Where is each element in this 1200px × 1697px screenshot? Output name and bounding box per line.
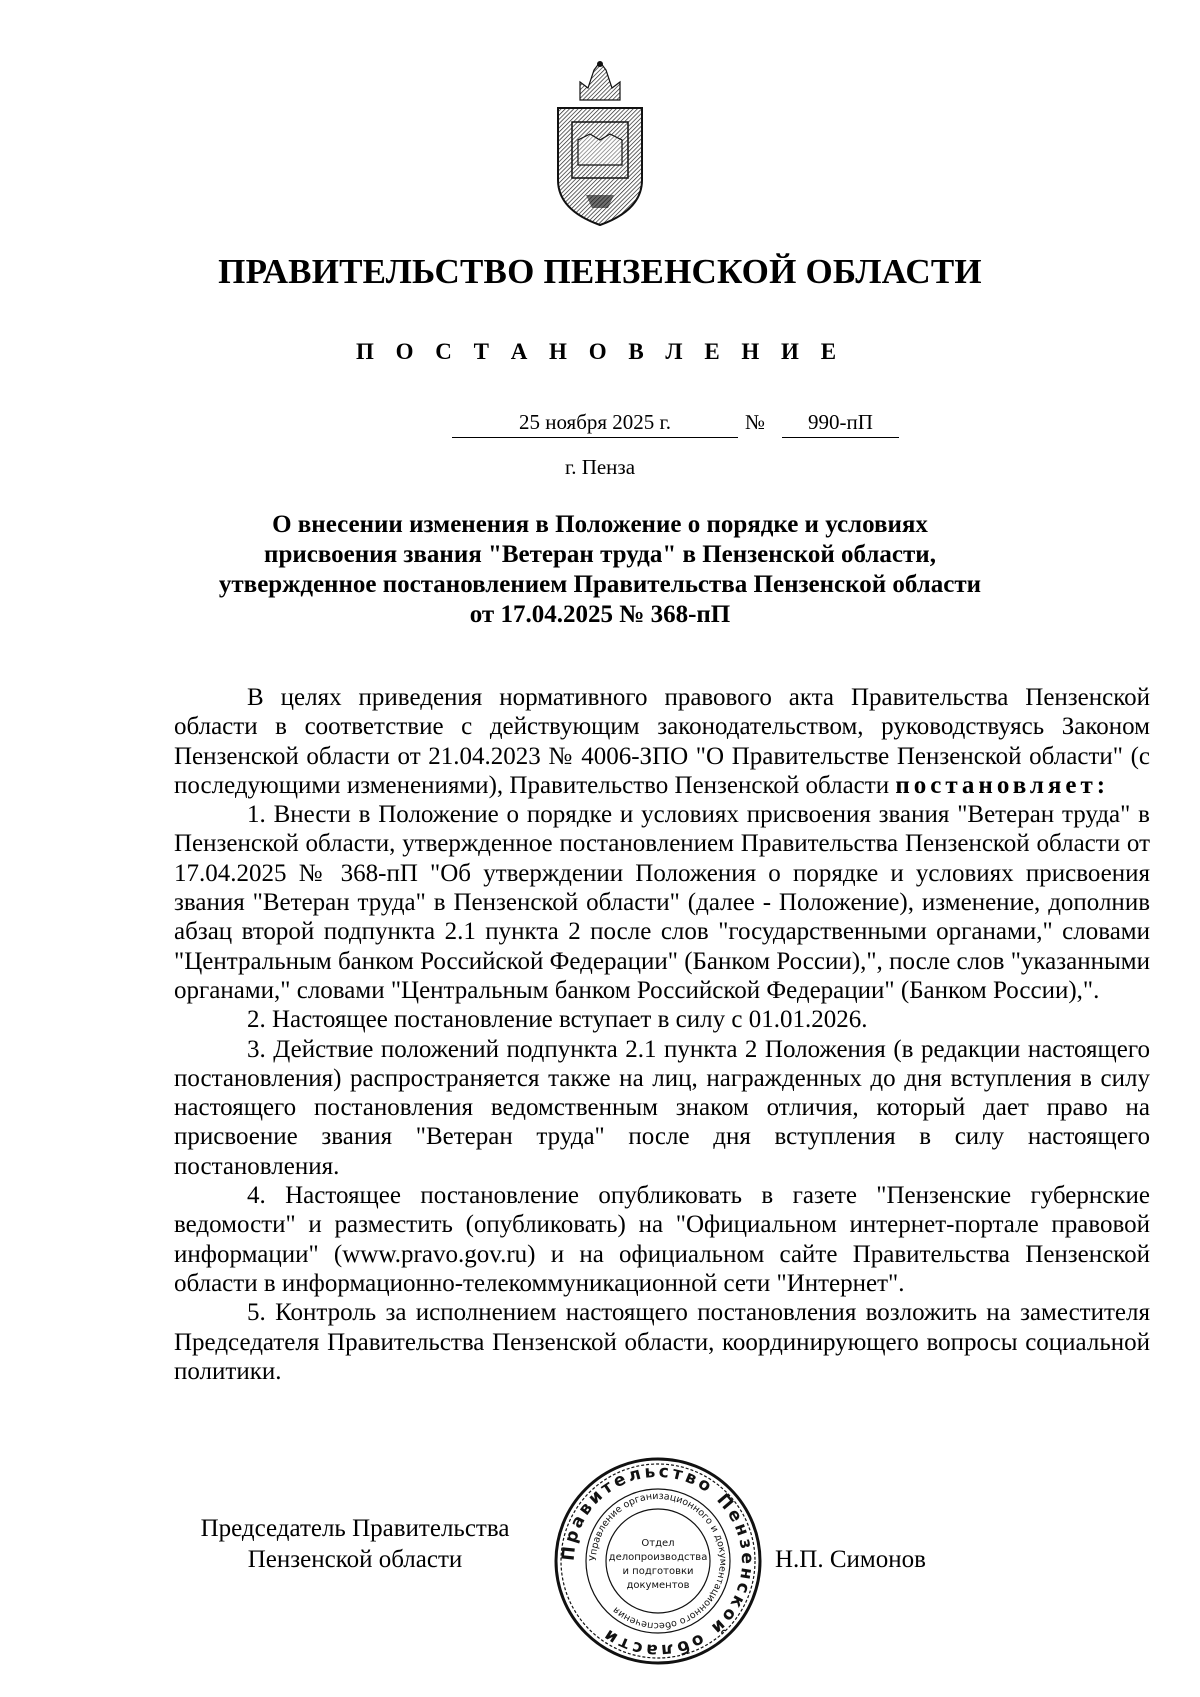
item-paragraph: 3. Действие положений подпункта 2.1 пункта 2 Положения (в редакции настоящего постановления) распространяется также на лиц, награжденных до дня вступления в силу настоящего постановления ведомственным знаком отличия, который дает право на присвоение звания "Ветеран труда" после дня вступления в силу настоящего постановления. <box>174 1035 1150 1180</box>
signatory-position <box>170 1513 540 1575</box>
stamp-center-line: документов <box>626 1580 690 1591</box>
document-date: 25 ноября 2025 г. <box>452 410 738 438</box>
item-paragraph: 1. Внести в Положение о порядке и условиях присвоения звания "Ветеран труда" в Пензенской области, утвержденное постановлением Правительства Пензенской области от 17.04.2025 № 368-пП "Об утверждении Положения о порядке и условиях присвоения звания "Ветеран труда" в Пензенской области" (далее - Положение), изменение, дополнив абзац второй подпункта 2.1 пункта 2 после слов "государственными органами," словами "Центральным банком Российской Федерации" (Банком России),", после слов "указанными органами," словами "Центральным банком Российской Федерации" (Банком России),". <box>174 801 1150 1004</box>
organization-title: ПРАВИТЕЛЬСТВО ПЕНЗЕНСКОЙ ОБЛАСТИ <box>218 252 982 291</box>
preamble-paragraph <box>174 683 1150 800</box>
stamp-middle-text: Управление организационного и документационного обеспечения <box>587 1490 729 1632</box>
subject-line: присвоения звания "Ветеран труда" в Пензенской области, <box>264 541 936 568</box>
document-type: П О С Т А Н О В Л Е Н И Е <box>355 339 845 364</box>
document-subject <box>150 510 1050 630</box>
decree-word: постановляет: <box>895 771 1110 799</box>
subject-line: утвержденное постановлением Правительства Пензенской области <box>218 571 982 598</box>
signatory-name: Н.П. Симонов <box>775 1546 926 1573</box>
coat-of-arms-emblem-icon <box>550 60 650 230</box>
preamble-text: В целях приведения нормативного правового акта Правительства Пензенской области в соответствие с действующим законодательством, руководствуясь Законом Пензенской области от 21.04.2023 № 4006-ЗПО "О Правительстве Пензенской области" (с последующими изменениями), Правительство Пензенской области <box>174 684 1150 799</box>
stamp-center-line: Отдел <box>641 1538 675 1549</box>
stamp-center-line: делопроизводства <box>608 1552 708 1563</box>
stamp-center-line: и подготовки <box>622 1566 694 1577</box>
date-number-line <box>0 410 1200 440</box>
position-line: Пензенской области <box>247 1546 463 1573</box>
item-paragraph: 2. Настоящее постановление вступает в силу с 01.01.2026. <box>247 1006 868 1034</box>
subject-line: О внесении изменения в Положение о порядке и условиях <box>272 511 928 538</box>
item-paragraph: 4. Настоящее постановление опубликовать в газете "Пензенские губернские ведомости" и разместить (опубликовать) на "Официальном интернет-портале правовой информации" (www.pravo.gov.ru) и на официальном сайте Правительства Пензенской области в информационно-телекоммуникационной сети "Интернет". <box>174 1182 1150 1297</box>
stamp-outer-text: Правительство Пензенской области <box>558 1461 758 1661</box>
city: г. Пенза <box>564 455 636 479</box>
number-sign: № <box>745 410 766 434</box>
document-body <box>174 683 1150 1386</box>
item-paragraph: 5. Контроль за исполнением настоящего постановления возложить на заместителя Председателя Правительства Пензенской области, координирующего вопросы социальной политики. <box>174 1299 1150 1385</box>
round-seal-stamp-icon <box>553 1456 763 1666</box>
subject-line: от 17.04.2025 № 368-пП <box>469 601 731 628</box>
position-line: Председатель Правительства <box>200 1515 510 1542</box>
document-number: 990-пП <box>782 410 899 438</box>
